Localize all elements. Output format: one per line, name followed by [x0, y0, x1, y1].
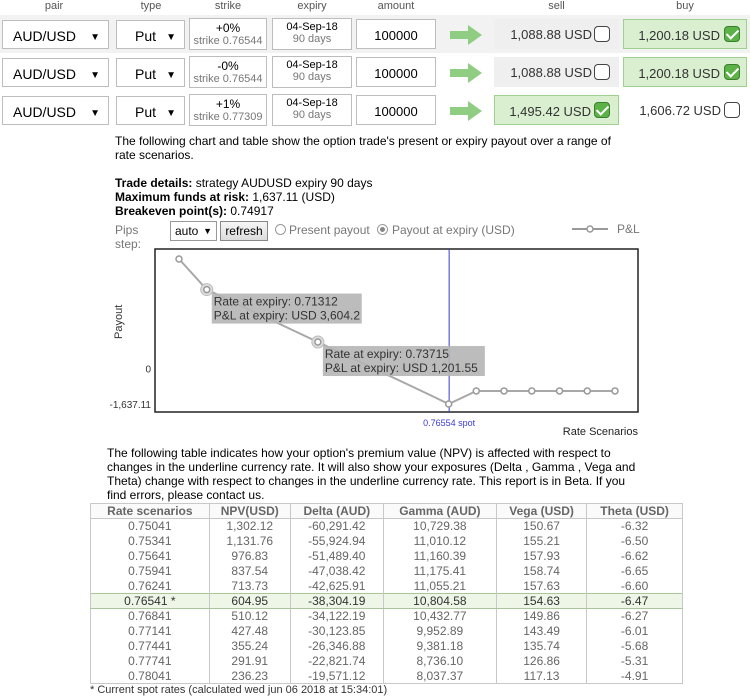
table-cell: -6.60: [587, 579, 683, 594]
data-point: [204, 287, 210, 293]
expiry-payout-label: Payout at expiry (USD): [392, 223, 515, 237]
buy-price-value: 1,606.72 USD: [639, 103, 721, 118]
table-cell: -6.47: [587, 594, 683, 609]
description-line: find errors, please contact us.: [107, 488, 265, 502]
table-cell: 355.24: [209, 639, 290, 654]
table-cell: 157.93: [496, 549, 586, 564]
data-point: [473, 388, 479, 394]
data-point: [176, 256, 182, 262]
option-leg-row: [0, 15, 750, 53]
tooltip-line: P&L at expiry: USD 1,201.55: [324, 361, 478, 376]
table-row: [91, 564, 683, 579]
table-cell: 1,131.76: [209, 534, 290, 549]
pair-select[interactable]: [2, 96, 109, 125]
table-row: [91, 549, 683, 564]
table-cell: 0.77741: [91, 654, 210, 669]
type-value: Put: [135, 28, 157, 44]
expiry-days: 90 days: [292, 109, 332, 121]
type-select[interactable]: [116, 96, 185, 125]
header-buy: buy: [676, 0, 694, 12]
table-cell: 11,055.21: [383, 579, 496, 594]
strike-field[interactable]: [189, 18, 267, 50]
pair-value: AUD/USD: [13, 104, 77, 120]
header-strike: strike: [214, 0, 242, 12]
chevron-down-icon: ▼: [90, 70, 100, 81]
arrow-right-icon: [450, 101, 484, 121]
column-header: Theta (USD): [587, 504, 683, 519]
strike-percent: +1%: [215, 97, 241, 111]
buy-price-value: 1,200.18 USD: [638, 28, 720, 43]
trade-details: [115, 176, 372, 218]
option-leg-row: [0, 53, 750, 91]
table-cell: 10,729.38: [383, 519, 496, 534]
x-axis-label: Rate Scenarios: [562, 426, 638, 438]
column-header: Delta (AUD): [290, 504, 383, 519]
table-cell: 10,804.58: [383, 594, 496, 609]
table-cell: 0.77141: [91, 624, 210, 639]
table-cell: -6.50: [587, 534, 683, 549]
expiry-date: 04-Sep-18: [286, 59, 338, 71]
table-cell: -6.65: [587, 564, 683, 579]
intro-text: [115, 134, 611, 162]
table-cell: 9,381.18: [383, 639, 496, 654]
header-expiry: expiry: [297, 0, 327, 12]
table-row: [91, 609, 683, 624]
table-cell: -4.91: [587, 669, 683, 684]
table-cell: 0.75041: [91, 519, 210, 534]
table-cell: 0.76841: [91, 609, 210, 624]
header-sell: sell: [548, 0, 565, 12]
table-cell: -42,625.91: [290, 579, 383, 594]
tooltip-line: Rate at expiry: 0.71312: [213, 294, 338, 309]
data-point: [529, 388, 535, 394]
max-risk-value: 1,637.11 (USD): [252, 190, 335, 204]
data-point: [501, 388, 507, 394]
table-cell: 837.54: [209, 564, 290, 579]
expiry-field[interactable]: [272, 94, 352, 126]
y-tick-label: -1,637.11: [109, 400, 151, 411]
description-line: The following table indicates how your option's premium value (NPV) is affected with respect to: [107, 446, 611, 460]
table-cell: 149.86: [496, 609, 586, 624]
data-point: [446, 401, 452, 407]
y-tick-label: 0: [145, 364, 151, 376]
expiry-field[interactable]: [272, 56, 352, 88]
chevron-down-icon: ▼: [166, 32, 176, 43]
column-header: Gamma (AUD): [383, 504, 496, 519]
intro-line: The following chart and table show the option trade's present or expiry payout over a range of: [115, 134, 611, 148]
table-cell: 155.21: [496, 534, 586, 549]
table-cell: 126.86: [496, 654, 586, 669]
table-cell: 158.74: [496, 564, 586, 579]
strike-value: strike 0.76544: [193, 73, 263, 85]
expiry-days: 90 days: [292, 71, 332, 83]
table-cell: 8,037.37: [383, 669, 496, 684]
option-leg-row: [0, 91, 750, 129]
type-value: Put: [135, 66, 157, 82]
table-row: [91, 624, 683, 639]
expiry-days: 90 days: [292, 33, 332, 45]
intro-line: rate scenarios.: [115, 148, 194, 162]
description-line: Theta) change with respect to changes in the underline currency rate. This report is in Beta. If you: [107, 474, 626, 488]
table-cell: -19,571.12: [290, 669, 383, 684]
strike-value: strike 0.77309: [193, 111, 263, 123]
type-select[interactable]: [116, 20, 185, 49]
table-cell: -26,346.88: [290, 639, 383, 654]
table-cell: -38,304.19: [290, 594, 383, 609]
table-cell: 150.67: [496, 519, 586, 534]
table-row: [91, 519, 683, 534]
table-cell: -6.62: [587, 549, 683, 564]
buy-checkbox[interactable]: [724, 26, 740, 42]
legend-label: P&L: [617, 222, 640, 236]
buy-checkbox[interactable]: [724, 102, 740, 118]
pair-select[interactable]: [2, 20, 109, 49]
table-cell: -6.27: [587, 609, 683, 624]
expiry-field[interactable]: [272, 18, 352, 50]
table-cell: 135.74: [496, 639, 586, 654]
column-header: Vega (USD): [496, 504, 586, 519]
table-cell: 9,952.89: [383, 624, 496, 639]
table-cell: 510.12: [209, 609, 290, 624]
table-cell: -47,038.42: [290, 564, 383, 579]
table-cell: -22,821.74: [290, 654, 383, 669]
table-cell: 0.76541 *: [91, 594, 210, 609]
table-cell: 0.75941: [91, 564, 210, 579]
expiry-date: 04-Sep-18: [286, 97, 338, 109]
sell-checkbox[interactable]: [594, 64, 610, 80]
sell-price-value: 1,495.42 USD: [509, 104, 591, 119]
data-point: [584, 388, 590, 394]
sell-price-value: 1,088.88 USD: [510, 65, 592, 80]
pair-value: AUD/USD: [13, 28, 77, 44]
table-cell: -5.31: [587, 654, 683, 669]
table-cell: 11,160.39: [383, 549, 496, 564]
table-cell: -6.32: [587, 519, 683, 534]
arrow-right-icon: [450, 25, 484, 45]
pair-value: AUD/USD: [13, 66, 77, 82]
tooltip-line: Rate at expiry: 0.73715: [324, 347, 449, 362]
table-cell: 0.75341: [91, 534, 210, 549]
sell-checkbox[interactable]: [594, 102, 610, 118]
footnote: * Current spot rates (calculated wed jun 06 2018 at 15:34:01): [90, 684, 388, 696]
plot-area: [155, 249, 638, 412]
table-cell: 236.23: [209, 669, 290, 684]
table-cell: -5.68: [587, 639, 683, 654]
strike-percent: +0%: [215, 21, 241, 35]
table-cell: 10,432.77: [383, 609, 496, 624]
column-header: NPV(USD): [209, 504, 290, 519]
strike-field[interactable]: [189, 94, 267, 126]
trade-details-label: Trade details:: [115, 176, 193, 190]
amount-input[interactable]: [356, 57, 436, 87]
breakeven-value: 0.74917: [230, 204, 274, 218]
arrow-right-icon: [450, 63, 484, 83]
type-select[interactable]: [116, 58, 185, 87]
max-risk-label: Maximum funds at risk:: [115, 190, 250, 204]
table-cell: 291.91: [209, 654, 290, 669]
refresh-button[interactable]: refresh: [220, 221, 268, 241]
expiry-date: 04-Sep-18: [286, 21, 338, 33]
description-line: changes in the underline currency rate. It will also show your exposures (Delta , Gamma , Vega and: [107, 460, 636, 474]
sell-price-value: 1,088.88 USD: [510, 27, 592, 42]
chevron-down-icon: ▼: [166, 108, 176, 119]
sell-checkbox[interactable]: [594, 26, 610, 42]
table-cell: 11,175.41: [383, 564, 496, 579]
table-cell: 0.78041: [91, 669, 210, 684]
header-type: type: [140, 0, 162, 12]
table-cell: 0.77441: [91, 639, 210, 654]
table-cell: 0.75641: [91, 549, 210, 564]
table-cell: 117.13: [496, 669, 586, 684]
table-row: [91, 654, 683, 669]
tooltip-line: P&L at expiry: USD 3,604.2: [213, 308, 361, 323]
chevron-down-icon: ▼: [203, 226, 212, 236]
chevron-down-icon: ▼: [90, 32, 100, 43]
type-value: Put: [135, 104, 157, 120]
table-cell: -60,291.42: [290, 519, 383, 534]
table-cell: 604.95: [209, 594, 290, 609]
table-cell: 154.63: [496, 594, 586, 609]
table-cell: 713.73: [209, 579, 290, 594]
table-cell: -55,924.94: [290, 534, 383, 549]
pair-select[interactable]: [2, 58, 109, 87]
table-cell: 427.48: [209, 624, 290, 639]
spot-table-row: [91, 594, 683, 609]
table-cell: 143.49: [496, 624, 586, 639]
table-cell: -34,122.19: [290, 609, 383, 624]
spot-label: 0.76554 spot: [423, 418, 476, 428]
buy-price-value: 1,200.18 USD: [638, 66, 720, 81]
trade-details-value: strategy AUDUSD expiry 90 days: [195, 176, 373, 190]
table-cell: 0.76241: [91, 579, 210, 594]
amount-input[interactable]: [356, 19, 436, 49]
table-cell: -6.01: [587, 624, 683, 639]
amount-value: 100000: [374, 104, 418, 119]
strike-value: strike 0.76544: [193, 35, 263, 47]
header-pair: pair: [44, 0, 64, 12]
legend-marker: [587, 226, 593, 232]
table-cell: 976.83: [209, 549, 290, 564]
table-cell: 1,302.12: [209, 519, 290, 534]
pips-step-label: Pips step:: [115, 223, 142, 251]
y-axis-label: Payout: [113, 304, 125, 339]
data-point: [612, 388, 618, 394]
chevron-down-icon: ▼: [166, 70, 176, 81]
table-description: [107, 446, 635, 502]
chevron-down-icon: ▼: [90, 108, 100, 119]
data-point: [315, 339, 321, 345]
table-cell: 8,736.10: [383, 654, 496, 669]
column-header: Rate scenarios: [91, 504, 210, 519]
payout-chart: [100, 215, 660, 445]
pips-step-value: auto: [175, 224, 199, 238]
table-cell: -30,123.85: [290, 624, 383, 639]
data-point: [557, 388, 563, 394]
sensitivity-table: [90, 503, 683, 684]
strike-percent: -0%: [217, 59, 239, 73]
table-row: [91, 534, 683, 549]
table-row: [91, 639, 683, 654]
buy-checkbox[interactable]: [724, 64, 740, 80]
header-amount: amount: [377, 0, 415, 12]
breakeven-label: Breakeven point(s):: [115, 204, 228, 218]
amount-input[interactable]: [356, 95, 436, 125]
present-payout-label: Present payout: [289, 223, 370, 237]
table-row: [91, 669, 683, 684]
table-cell: 11,010.12: [383, 534, 496, 549]
amount-value: 100000: [374, 28, 418, 43]
table-header-row: [91, 504, 683, 519]
amount-value: 100000: [374, 66, 418, 81]
strike-field[interactable]: [189, 56, 267, 88]
table-cell: 157.63: [496, 579, 586, 594]
table-row: [91, 579, 683, 594]
table-cell: -51,489.40: [290, 549, 383, 564]
